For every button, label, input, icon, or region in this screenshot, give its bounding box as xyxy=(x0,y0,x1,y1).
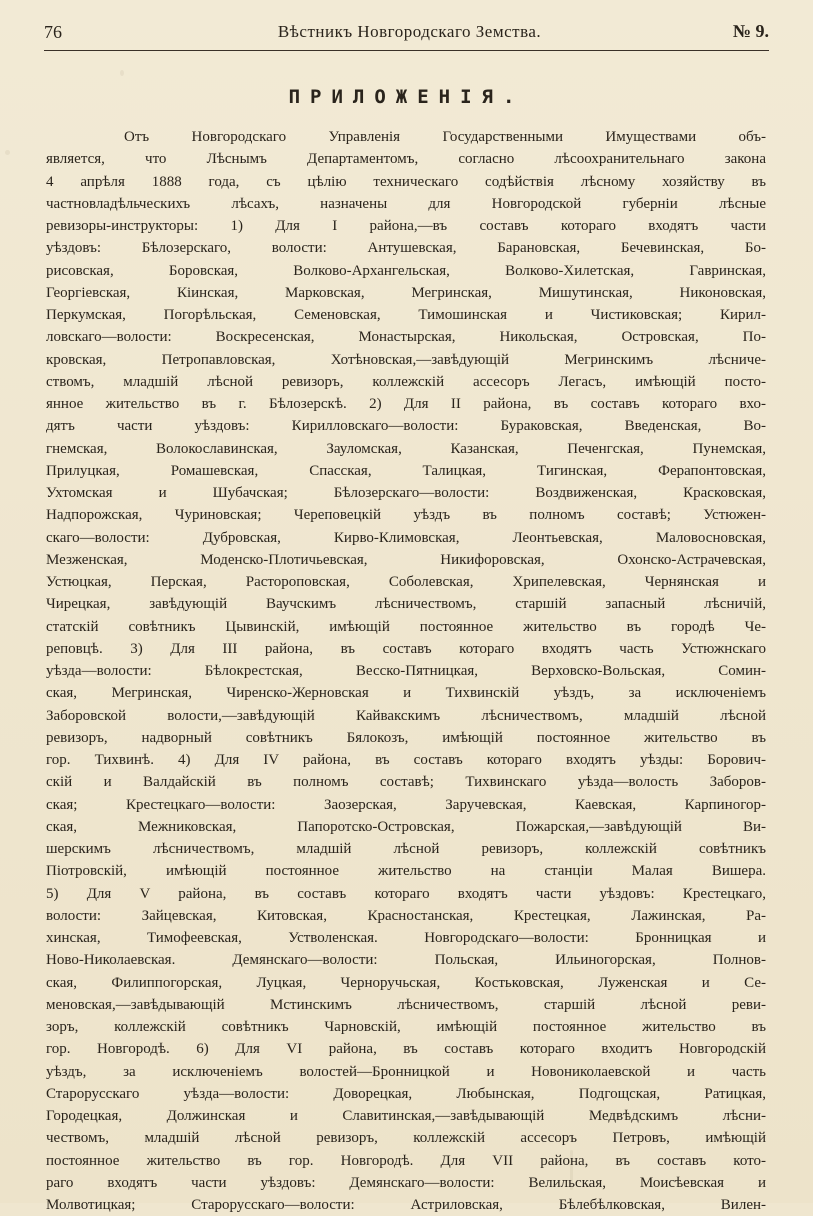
text-line: Молвотицкая; Старорусскаго—волости: Астриловская, Бѣлебѣлковская, Вилен- xyxy=(46,1197,766,1213)
text-line: гнемская, Волокославинская, Зауломская, Казанская, Печенгская, Пунемская, xyxy=(46,440,766,457)
text-line: Заборовской волости,—завѣдующій Кайвакскимъ лѣсничествомъ, младшій лѣсной xyxy=(46,707,766,724)
text-line: является, что Лѣснымъ Департаментомъ, согласно лѣсоохранительнаго закона xyxy=(46,151,766,168)
text-line: уѣздовъ: Бѣлозерскаго, волости: Антушевская, Барановская, Бечевинская, Бо- xyxy=(46,240,766,257)
text-line: меновская,—завѣдывающій Мстинскимъ лѣсничествомъ, старшій лѣсной реви- xyxy=(46,996,766,1013)
text-line: раго входятъ части уѣздовъ: Демянскаго—волости: Велильская, Моисѣевская и xyxy=(46,1174,766,1191)
paper-stain xyxy=(120,70,124,76)
text-line: янное жительство въ г. Бѣлозерскѣ. 2) Для II района, въ составъ котораго вхо- xyxy=(46,396,766,412)
text-line: Прилуцкая, Ромашевская, Спасская, Талицкая, Тигинская, Ферапонтовская, xyxy=(46,462,766,479)
text-line: рисовская, Боровская, Волково-Архангельская, Волково-Хилетская, Гавринская, xyxy=(46,262,766,279)
section-title: ПРИЛОЖЕНІЯ. xyxy=(288,86,525,108)
text-line: уѣзда—волости: Бѣлокрестская, Весско-Пятницкая, Верховско-Вольская, Сомин- xyxy=(46,663,766,679)
text-line: скій и Валдайскій въ полномъ составѣ; Тихвинскаго уѣзда—волость Заборов- xyxy=(46,774,766,791)
text-line: постоянное жительство въ гор. Новгородѣ. Для VII района, въ составъ кото- xyxy=(46,1152,766,1169)
text-line: Надпорожская, Чуриновская; Череповецкій уѣздъ въ полномъ составѣ; Устюжен- xyxy=(46,507,766,524)
text-line: Чирецкая, завѣдующій Ваучскимъ лѣсничествомъ, старшій запасный лѣсничій, xyxy=(46,596,766,613)
text-line: ловскаго—волости: Воскресенская, Монастырская, Никольская, Островская, По- xyxy=(46,329,766,346)
page-header xyxy=(44,20,769,48)
text-line: Мезженская, Моденско-Плотичьевская, Никифоровская, Охонско-Астрачевская, xyxy=(46,551,766,568)
text-line: уѣздъ, за исключеніемъ волостей—Бронницкой и Новониколаевской и часть xyxy=(46,1063,766,1080)
text-line: ская; Крестецкаго—волости: Заозерская, Заручевская, Каевская, Карпиногор- xyxy=(46,796,766,813)
text-line: Старорусскаго уѣзда—волости: Доворецкая, Любынская, Подгощская, Ратицкая, xyxy=(46,1085,766,1102)
text-line: Городецкая, Должинская и Славитинская,—завѣдывающій Медвѣдскимъ лѣсни- xyxy=(46,1108,766,1124)
text-line: гор. Тихвинѣ. 4) Для IV района, въ составъ котораго входятъ уѣзды: Борович- xyxy=(46,752,766,768)
text-line: ская, Мегринская, Чиренско-Жерновская и Тихвинскій уѣздъ, за исключеніемъ xyxy=(46,685,766,702)
text-line: Ухтомская и Шубачская; Бѣлозерскаго—волости: Воздвиженская, Красковская, xyxy=(46,485,766,501)
journal-title: Вѣстникъ Новгородскаго Земства. xyxy=(277,22,542,41)
text-line: ская, Филиппогорская, Луцкая, Черноручьская, Костьковская, Луженская и Се- xyxy=(46,974,766,991)
text-line: гор. Новгородѣ. 6) Для VI района, въ составъ котораго входитъ Новгородскій xyxy=(46,1041,766,1058)
text-line: Ново-Николаевская. Демянскаго—волости: Польская, Ильиногорская, Полнов- xyxy=(46,952,766,969)
text-line: ревизоры-инструкторы: 1) Для I района,—въ составъ котораго входятъ части xyxy=(46,218,766,234)
page-number: 76 xyxy=(44,22,62,42)
text-line: Отъ Новгородскаго Управленія Государственными Имуществами объ- xyxy=(124,129,766,145)
text-line: шерскимъ лѣсничествомъ, младшій лѣсной ревизоръ, коллежскій совѣтникъ xyxy=(46,841,766,857)
text-line: кровская, Петропавловская, Хотѣновская,—завѣдующій Мегринскимъ лѣсниче- xyxy=(46,351,766,368)
issue-number: № 9. xyxy=(732,21,769,41)
text-line: 4 апрѣля 1888 года, съ цѣлію техническаго содѣйствія лѣсному хозяйству въ xyxy=(46,173,766,190)
text-line: 5) Для V района, въ составъ котораго входятъ части уѣздовъ: Крестецкаго, xyxy=(46,885,766,902)
text-line: реповцѣ. 3) Для III района, въ составъ котораго входятъ часть Устюжнскаго xyxy=(46,640,766,657)
text-line: Устюцкая, Перская, Растороповская, Соболевская, Хрипелевская, Чернянская и xyxy=(46,574,766,590)
text-line: статскій совѣтникъ Цывинскій, имѣющій постоянное жительство въ городѣ Че- xyxy=(46,618,766,635)
text-line: частновладѣльческихъ лѣсахъ, назначены для Новгородской губерніи лѣсные xyxy=(46,195,766,212)
text-line: зоръ, коллежскій совѣтникъ Чарновскій, имѣющій постоянное жительство въ xyxy=(46,1019,766,1035)
text-line: чествомъ, младшій лѣсной ревизоръ, коллежскій ассесоръ Петровъ, имѣющій xyxy=(46,1130,766,1147)
text-line: волости: Зайцевская, Китовская, Красностанская, Крестецкая, Лажинская, Ра- xyxy=(46,907,766,924)
body-paragraph xyxy=(46,126,766,1216)
text-line: дятъ части уѣздовъ: Кирилловскаго—волости: Бураковская, Введенская, Во- xyxy=(46,418,766,435)
header-rule xyxy=(44,50,769,51)
text-line: Піотровскій, имѣющій постоянное жительство на станціи Малая Вишера. xyxy=(46,863,766,880)
text-line: ствомъ, младшій лѣсной ревизоръ, коллежскій ассесоръ Легасъ, имѣющій посто- xyxy=(46,373,766,390)
text-line: Георгіевская, Кіинская, Марковская, Мегринская, Мишутинская, Никоновская, xyxy=(46,284,766,301)
text-line: Перкумская, Погорѣльская, Семеновская, Тимошинская и Чистиковская; Кирил- xyxy=(46,307,766,323)
text-line: скаго—волости: Дубровская, Кирво-Климовская, Леонтьевская, Маловосновская, xyxy=(46,529,766,546)
paper-stain xyxy=(5,150,10,155)
text-line: хинская, Тимофеевская, Устволенская. Новгородскаго—волости: Бронницкая и xyxy=(46,930,766,946)
text-line: ская, Межниковская, Папоротско-Островская, Пожарская,—завѣдующій Ви- xyxy=(46,818,766,835)
text-line: ревизоръ, надворный совѣтникъ Бялокозъ, имѣющій постоянное жительство въ xyxy=(46,729,766,746)
